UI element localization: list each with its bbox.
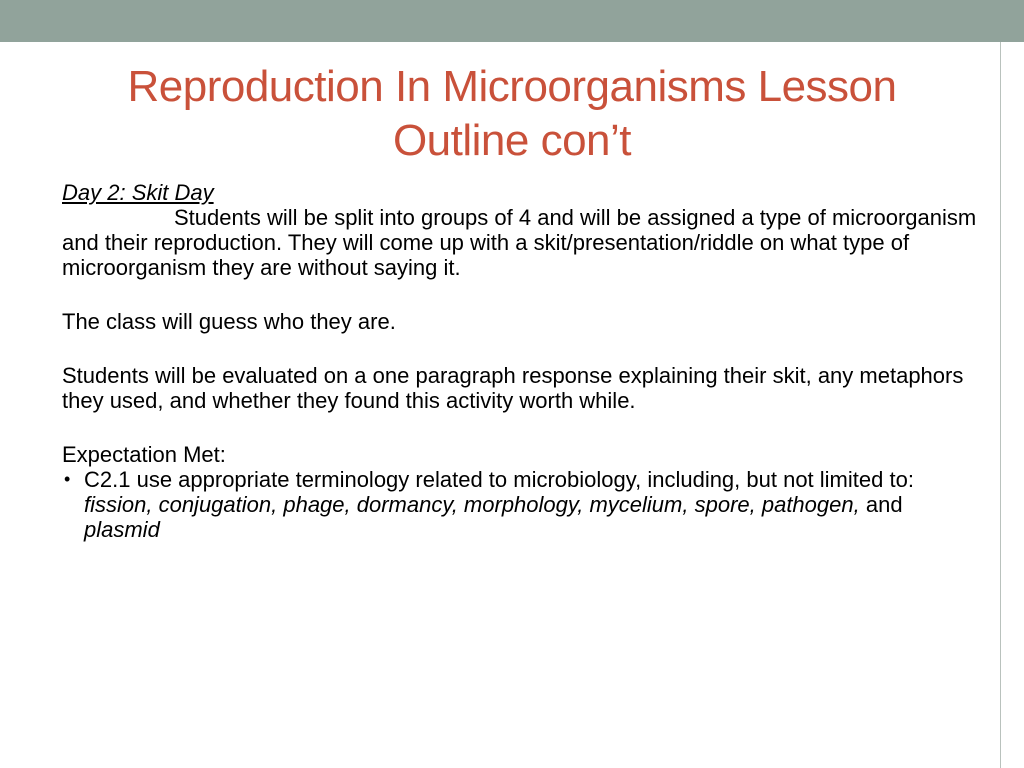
- title-line-2: Outline con’t: [392, 116, 632, 165]
- bullet-text: [84, 467, 982, 542]
- expectation-bullet: [62, 467, 982, 542]
- description-paragraph: [62, 205, 982, 280]
- day-heading: Day 2: Skit Day: [62, 180, 214, 205]
- slide-title: [40, 60, 984, 168]
- bullet-last-term: plasmid: [84, 517, 160, 542]
- bullet-lead: C2.1 use appropriate terminology related to microbiology, including, but not limited to:: [84, 467, 914, 492]
- title-line-1: Reproduction In Microorganisms Lesson: [127, 62, 897, 111]
- bullet-dot: •: [64, 469, 71, 489]
- bullet-terms: fission, conjugation, phage, dormancy, morphology, mycelium, spore, pathogen,: [84, 492, 860, 517]
- description-text: Students will be split into groups of 4 and will be assigned a type of microorganism and their reproduction. They will come up with a skit/presentation/riddle on what type of microorganism they are without saying it.: [62, 205, 977, 280]
- right-margin-rule: [1000, 42, 1001, 768]
- bullet-and: and: [859, 492, 903, 517]
- evaluation-paragraph: Students will be evaluated on a one paragraph response explaining their skit, any metaphors they used, and whether they found this activity worth while.: [62, 363, 964, 413]
- slide-content: [62, 180, 982, 542]
- top-accent-bar: [0, 0, 1024, 42]
- expectation-label: Expectation Met:: [62, 442, 226, 467]
- guess-paragraph: The class will guess who they are.: [62, 309, 396, 334]
